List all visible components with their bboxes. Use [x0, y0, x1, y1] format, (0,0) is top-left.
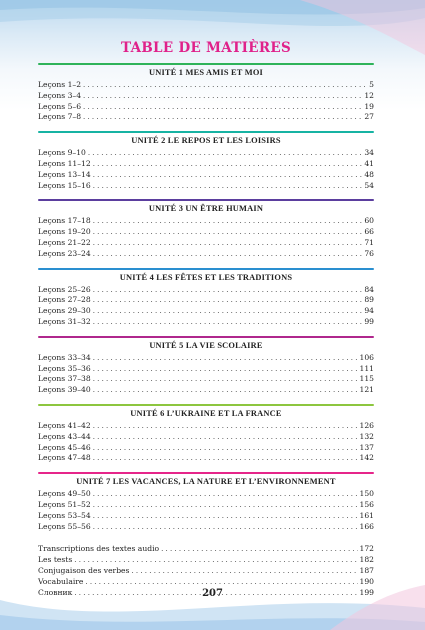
toc-entry[interactable] [38, 364, 374, 375]
entry-page-number: 27 [364, 112, 374, 122]
unit-title: UNITÉ 2 LE REPOS ET LES LOISIRS [131, 136, 281, 146]
entry-label: Leçons 55–56 [38, 521, 91, 531]
entry-page-number: 41 [364, 158, 374, 168]
unit-section [38, 268, 374, 328]
dot-leader [93, 285, 363, 296]
toc-entry[interactable] [38, 511, 374, 522]
entry-page-number: 156 [359, 499, 374, 509]
dot-leader [93, 216, 363, 227]
toc-entry[interactable] [38, 148, 374, 159]
entry-page-number: 150 [359, 489, 374, 499]
unit-title: UNITÉ 5 LA VIE SCOLAIRE [149, 340, 263, 350]
unit-section [38, 199, 374, 259]
unit-divider [38, 199, 374, 201]
page-title: TABLE DE MATIÈRES [120, 40, 292, 56]
dot-leader [93, 159, 363, 170]
toc-entry[interactable] [38, 295, 374, 306]
toc-entry[interactable] [38, 500, 374, 511]
entry-label: Vocabulaire [38, 576, 84, 586]
entry-label: Leçons 3–4 [38, 90, 82, 100]
unit-divider [38, 472, 374, 474]
entry-label: Leçons 11–12 [38, 158, 91, 168]
toc-entry[interactable] [38, 374, 374, 385]
dot-leader [93, 453, 358, 464]
toc-extra-entry[interactable] [38, 544, 374, 555]
entry-label: Leçons 29–30 [38, 306, 91, 316]
toc-entry[interactable] [38, 102, 374, 113]
dot-leader [93, 432, 358, 443]
toc-entry[interactable] [38, 91, 374, 102]
entry-label: Leçons 53–54 [38, 510, 91, 520]
toc-entry[interactable] [38, 159, 374, 170]
dot-leader [161, 544, 357, 555]
entry-label: Conjugaison des verbes [38, 565, 130, 575]
entry-page-number: 99 [364, 316, 374, 326]
entry-page-number: 5 [369, 80, 374, 89]
dot-leader [93, 227, 363, 238]
entry-page-number: 94 [364, 306, 374, 316]
toc-entry[interactable] [38, 421, 374, 432]
entry-page-number: 142 [359, 453, 374, 463]
unit-divider [38, 268, 374, 270]
entry-page-number: 182 [359, 555, 374, 565]
unit-title: UNITÉ 7 LES VACANCES, LA NATURE ET L’ENVIRONNEMENT [76, 477, 336, 487]
toc-entry[interactable] [38, 385, 374, 396]
entry-label: Les tests [38, 555, 73, 565]
dot-leader [93, 249, 363, 260]
dot-leader [83, 80, 367, 91]
toc-entry[interactable] [38, 181, 374, 192]
toc-entry[interactable] [38, 249, 374, 260]
entry-label: Leçons 7–8 [38, 112, 82, 122]
entry-page-number: 187 [359, 565, 374, 575]
dot-leader [83, 91, 362, 102]
dot-leader [93, 170, 363, 181]
toc-entry[interactable] [38, 227, 374, 238]
units-list [38, 63, 374, 532]
entry-label: Leçons 43–44 [38, 431, 91, 441]
unit-title: UNITÉ 1 MES AMIS ET MOI [148, 68, 264, 77]
toc-entry[interactable] [38, 317, 374, 328]
entry-page-number: 89 [364, 295, 374, 305]
entry-page-number: 48 [364, 169, 374, 179]
entry-page-number: 166 [359, 521, 374, 531]
dot-leader [93, 500, 358, 511]
unit-divider [38, 404, 374, 406]
entry-page-number: 12 [364, 90, 374, 100]
entry-label: Leçons 45–46 [38, 442, 91, 452]
dot-leader [93, 364, 358, 375]
entry-label: Leçons 37–38 [38, 374, 91, 384]
dot-leader [93, 443, 358, 454]
entry-label: Leçons 39–40 [38, 385, 91, 395]
entry-label: Leçons 13–14 [38, 169, 91, 179]
entry-label: Leçons 23–24 [38, 248, 91, 258]
dot-leader [93, 489, 358, 500]
toc-entry[interactable] [38, 453, 374, 464]
toc-entry[interactable] [38, 238, 374, 249]
dot-leader [88, 148, 362, 159]
entry-page-number: 199 [359, 587, 374, 597]
unit-divider [38, 131, 374, 133]
entry-page-number: 115 [359, 374, 374, 384]
toc-entry[interactable] [38, 432, 374, 443]
entry-label: Leçons 15–16 [38, 180, 91, 190]
bottom-wave-decoration [0, 560, 425, 630]
toc-entry[interactable] [38, 443, 374, 454]
entry-page-number: 190 [359, 576, 374, 586]
entry-page-number: 161 [359, 510, 374, 520]
dot-leader [93, 238, 363, 249]
unit-section [38, 63, 374, 123]
table-of-contents [38, 40, 374, 598]
entry-label: Leçons 47–48 [38, 453, 91, 463]
entry-label: Leçons 33–34 [38, 352, 91, 362]
dot-leader [83, 112, 362, 123]
entry-page-number: 34 [364, 148, 374, 158]
entry-label: Leçons 1–2 [38, 80, 82, 89]
entry-label: Leçons 31–32 [38, 316, 91, 326]
unit-divider [38, 336, 374, 338]
entry-page-number: 121 [359, 385, 374, 395]
entry-page-number: 60 [364, 216, 374, 226]
dot-leader [93, 317, 363, 328]
entry-label: Leçons 19–20 [38, 227, 91, 237]
dot-leader [93, 181, 363, 192]
entry-page-number: 71 [364, 237, 374, 247]
page-number: 207 [202, 588, 223, 599]
entry-label: Leçons 27–28 [38, 295, 91, 305]
dot-leader [93, 511, 358, 522]
entry-page-number: 111 [359, 363, 374, 373]
entry-page-number: 66 [364, 227, 374, 237]
toc-entry[interactable] [38, 216, 374, 227]
entry-page-number: 132 [359, 431, 374, 441]
unit-title: UNITÉ 3 UN ÊTRE HUMAIN [148, 204, 264, 214]
entry-page-number: 19 [364, 101, 374, 111]
unit-section [38, 404, 374, 464]
entry-label: Transcriptions des textes audio [38, 544, 160, 554]
toc-entry[interactable] [38, 112, 374, 123]
unit-divider [38, 63, 374, 65]
dot-leader [83, 102, 362, 113]
entry-page-number: 126 [359, 420, 374, 430]
unit-section [38, 472, 374, 532]
dot-leader [93, 385, 358, 396]
dot-leader [93, 295, 363, 306]
dot-leader [93, 353, 358, 364]
entry-label: Leçons 21–22 [38, 237, 91, 247]
dot-leader [93, 374, 358, 385]
toc-entry[interactable] [38, 170, 374, 181]
toc-entry[interactable] [38, 306, 374, 317]
entry-page-number: 76 [364, 248, 374, 258]
entry-label: Leçons 5–6 [38, 101, 82, 111]
entry-page-number: 106 [359, 352, 374, 362]
toc-entry[interactable] [38, 522, 374, 533]
entry-page-number: 137 [359, 442, 374, 452]
entry-label: Leçons 41–42 [38, 420, 91, 430]
entry-label: Leçons 49–50 [38, 489, 91, 499]
unit-section [38, 131, 374, 191]
entry-page-number: 54 [364, 180, 374, 190]
entry-label: Leçons 9–10 [38, 148, 86, 158]
dot-leader [93, 421, 358, 432]
entry-label: Leçons 35–36 [38, 363, 91, 373]
unit-title: UNITÉ 6 L’UKRAINE ET LA FRANCE [130, 408, 282, 418]
entry-page-number: 172 [359, 544, 374, 554]
entry-label: Leçons 17–18 [38, 216, 91, 226]
entry-label: Leçons 25–26 [38, 284, 91, 294]
dot-leader [93, 522, 358, 533]
dot-leader [93, 306, 363, 317]
toc-entry[interactable] [38, 80, 374, 91]
unit-section [38, 336, 374, 396]
toc-entry[interactable] [38, 489, 374, 500]
entry-page-number: 84 [364, 284, 374, 294]
toc-entry[interactable] [38, 285, 374, 296]
entry-label: Leçons 51–52 [38, 499, 91, 509]
entry-label: Словник [38, 587, 73, 597]
unit-title: UNITÉ 4 LES FÊTES ET LES TRADITIONS [119, 272, 293, 282]
toc-entry[interactable] [38, 353, 374, 364]
